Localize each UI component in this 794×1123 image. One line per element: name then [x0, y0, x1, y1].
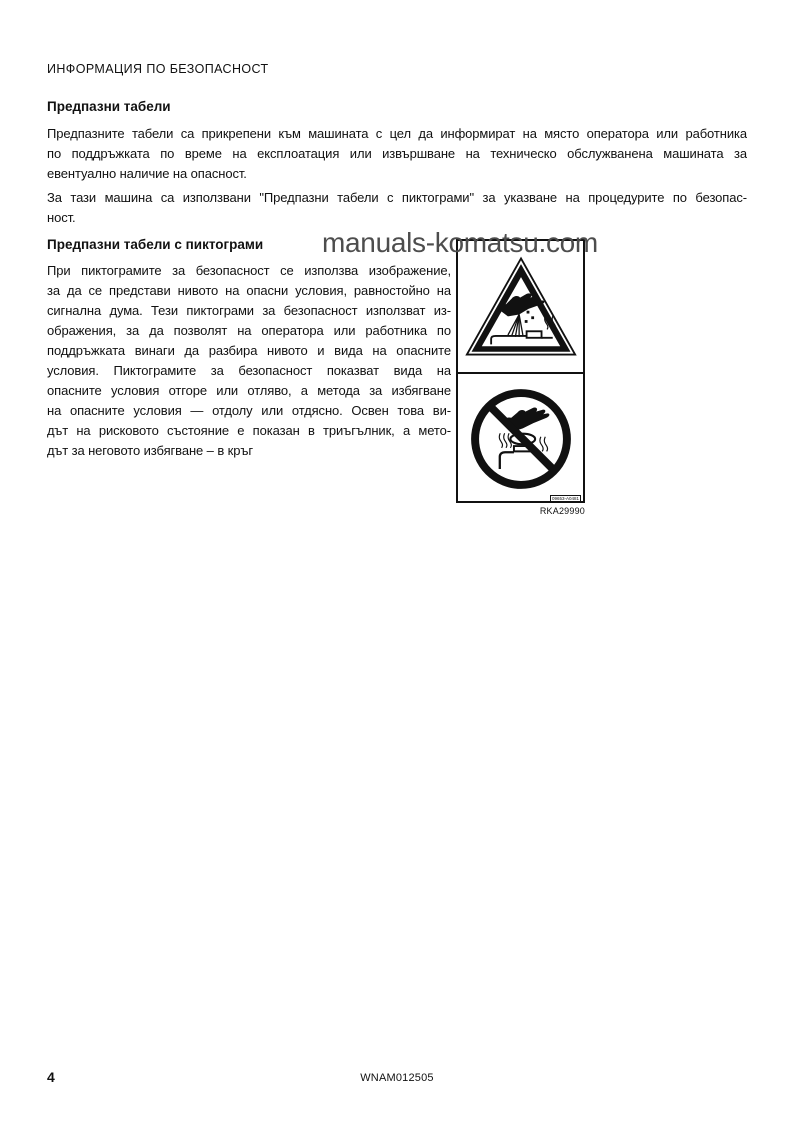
paragraph-line: по поддръжката по време на експлоатация или извършване на техническо обслужванена машината за — [47, 146, 747, 161]
page-number: 4 — [47, 1069, 55, 1085]
section-title-pictogram-labels: Предпазни табели с пиктограми — [47, 237, 264, 252]
paragraph-line: дът на рисковото състояние е показан в триъгълник, а мето- — [47, 423, 451, 438]
hot-fluid-scald-warning-icon — [465, 256, 577, 358]
paragraph-line: евентуално наличие на опасност. — [47, 166, 247, 181]
safety-label-figure — [456, 239, 585, 503]
paragraph-line: на опасните условия — отдолу или отдясно. Освен това ви- — [47, 403, 451, 418]
do-not-touch-hot-cap-prohibition-icon — [468, 386, 574, 492]
watermark-text: manuals-komatsu.com — [322, 227, 598, 258]
warning-triangle-cell — [458, 241, 583, 372]
figure-part-number: 09653-A0481 — [551, 496, 579, 501]
paragraph-line: дът за неговото избягване – в кръг — [47, 443, 254, 458]
doc-code: WNAM012505 — [360, 1072, 434, 1084]
running-header: ИНФОРМАЦИЯ ПО БЕЗОПАСНОСТ — [47, 62, 269, 76]
paragraph-line: За тази машина са използвани "Предпазни табели с пиктограми" за указване на процедурите по безопас- — [47, 190, 747, 205]
paragraph-warning-labels-1 — [47, 124, 747, 184]
paragraph-line: сигнална дума. Тези пиктограми за безопасност използват из- — [47, 303, 451, 318]
paragraph-line: за да се представи нивото на опасни условия, равностойно на — [47, 283, 451, 298]
paragraph-warning-labels-2 — [47, 188, 747, 228]
paragraph-line: условия. Пиктограмите за безопасност показват вида на — [47, 363, 451, 378]
paragraph-line: ност. — [47, 210, 76, 225]
paragraph-line: Предпазните табели са прикрепени към машината с цел да информират на място оператора или работника — [47, 126, 747, 141]
paragraph-line: поддръжката винаги да разбира нивото и вида на опасните — [47, 343, 451, 358]
section-title-warning-labels: Предпазни табели — [47, 99, 171, 114]
paragraph-line: ображения, за да позволят на оператора или работника по — [47, 323, 451, 338]
paragraph-line: При пиктограмите за безопасност се използва изображение, — [47, 263, 451, 278]
paragraph-line: опасните условия отгоре или отляво, а метода за избягване — [47, 383, 451, 398]
paragraph-pictograms — [47, 261, 451, 461]
prohibition-circle-cell — [458, 372, 583, 503]
figure-code: RKA29990 — [539, 506, 585, 516]
